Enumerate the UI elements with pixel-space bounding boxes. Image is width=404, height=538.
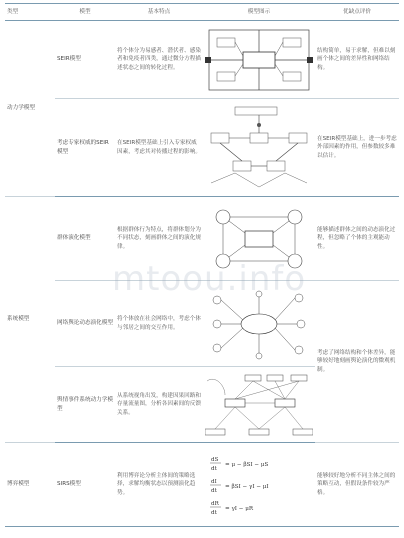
eq2-den: dt xyxy=(211,487,217,494)
expert-seir-diagram xyxy=(205,103,313,193)
row-features: 根据群体行为特点，将群体划分为不同状态，刻画群体之间的演化规律。 xyxy=(115,197,203,281)
row-diagram xyxy=(203,281,315,367)
header-model: 模型 xyxy=(55,4,115,21)
row-diagram xyxy=(203,443,315,527)
header-diagram: 模型图示 xyxy=(203,4,315,21)
row-diagram xyxy=(203,21,315,99)
header-evaluation: 优缺点评价 xyxy=(315,4,399,21)
table-row xyxy=(5,99,399,197)
page xyxy=(0,3,404,538)
header-features: 基本特点 xyxy=(115,4,203,21)
eq3-rhs: = γI − μR xyxy=(225,505,254,512)
row-model: 网络舆论动态演化模型 xyxy=(55,281,115,367)
eq2-num: dI xyxy=(211,478,217,485)
row-features: 利用博弈论分析主体间的策略选择，求解均衡状态以预测演化趋势。 xyxy=(115,443,203,527)
eq2-rhs: = βSI − γI − μI xyxy=(225,483,269,490)
row-features: 将个体分为易感者、潜伏者、感染者和免疫者四类，通过微分方程描述状态之间的转化过程。 xyxy=(115,21,203,99)
row-diagram xyxy=(203,367,315,443)
eq3-num: dR xyxy=(211,500,219,507)
row-type: 博弈模型 xyxy=(5,443,55,527)
sirs-equations xyxy=(205,449,313,521)
comparison-table xyxy=(5,3,399,527)
row-evaluation: 能够较好地分析不同主体之间的策略互动，但假设条件较为严格。 xyxy=(315,443,399,527)
eq1-den: dt xyxy=(211,465,217,472)
table-row xyxy=(5,281,399,367)
eq3-den: dt xyxy=(211,509,217,516)
row-type: 动力学模型 xyxy=(5,21,55,197)
network-opinion-diagram xyxy=(205,286,313,362)
seir-diagram xyxy=(205,24,313,96)
header-row xyxy=(5,4,399,21)
system-dynamics-diagram xyxy=(205,371,313,439)
row-evaluation: 在SEIR模型基础上，进一步考虑外部因素的作用，但参数较多难以估计。 xyxy=(315,99,399,197)
eq1-num: dS xyxy=(211,456,219,463)
watermark: mtoou.info xyxy=(112,259,307,299)
row-evaluation: 能够描述群体之间的动态演化过程，但忽略了个体的主观能动性。 xyxy=(315,197,399,281)
group-evolution-diagram xyxy=(205,203,313,275)
row-model: SEIR模型 xyxy=(55,21,115,99)
row-features: 在SEIR模型基础上引入专家权威因素，考虑其对传播过程的影响。 xyxy=(115,99,203,197)
row-diagram xyxy=(203,197,315,281)
table-row xyxy=(5,197,399,281)
row-model: 舆情事件系统动力学模型 xyxy=(55,367,115,443)
row-model: 群体演化模型 xyxy=(55,197,115,281)
row-model: 考虑专家权威的SEIR模型 xyxy=(55,99,115,197)
header-type: 类型 xyxy=(5,4,55,21)
row-model: SIRS模型 xyxy=(55,443,115,527)
row-features: 从系统视角出发，构建因果回路和存量流量图，分析各因素间的反馈关系。 xyxy=(115,367,203,443)
row-evaluation: 考虑了网络结构和个体差异，能够较好地刻画舆论演化的微观机制。 xyxy=(315,281,399,443)
eq1-rhs: = μ − βSI − μS xyxy=(225,461,269,468)
table-row xyxy=(5,21,399,99)
row-features: 将个体放在社会网络中，考虑个体与邻居之间的交互作用。 xyxy=(115,281,203,367)
row-type: 系统模型 xyxy=(5,197,55,443)
row-diagram xyxy=(203,99,315,197)
row-evaluation: 结构简单，易于求解，但难以刻画个体之间的差异性和网络结构。 xyxy=(315,21,399,99)
table-row xyxy=(5,443,399,527)
